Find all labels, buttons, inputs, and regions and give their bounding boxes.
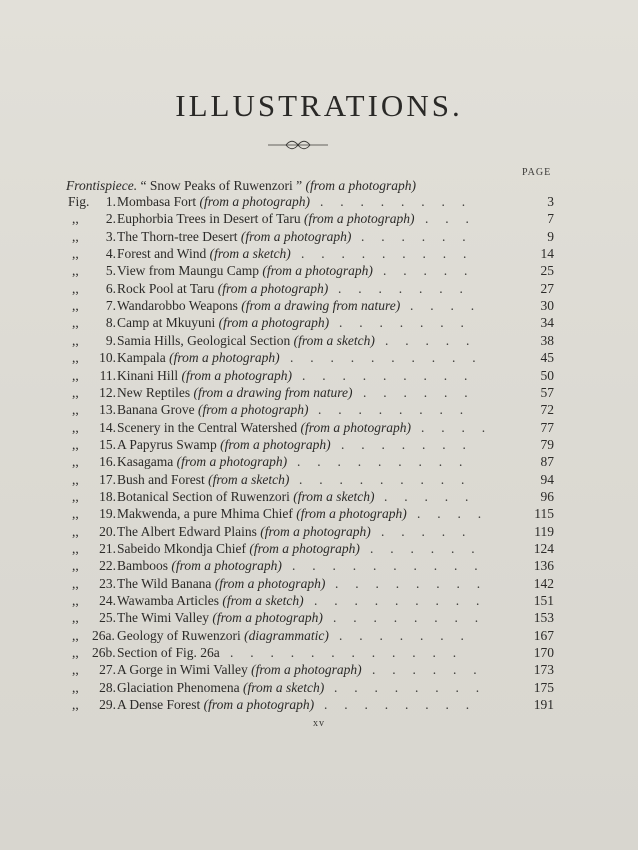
list-item: [0, 628, 638, 646]
frontispiece-label: Frontispiece.: [66, 178, 138, 193]
fig-number: 23.: [99, 575, 116, 591]
entry-page-number: 50: [540, 367, 554, 383]
fig-prefix: ,,: [72, 367, 79, 383]
entry-title: Mombasa Fort: [117, 194, 197, 209]
fig-number: 1.: [105, 194, 116, 209]
ornament-divider-icon: [268, 138, 328, 152]
fig-number: 6.: [105, 280, 116, 296]
fig-number: 19.: [99, 506, 116, 522]
fig-number: 2.: [105, 211, 116, 227]
leader-dots: . . . . . . . . .: [301, 246, 484, 262]
fig-number: 20.: [99, 523, 116, 539]
entry-page-number: 45: [540, 350, 554, 366]
fig-prefix: ,,: [72, 211, 79, 227]
page-title: ILLUSTRATIONS.: [175, 88, 463, 123]
entry-source: (from a photograph): [212, 610, 323, 626]
list-item: [0, 350, 638, 368]
entry-page-number: 142: [533, 575, 554, 591]
list-item: [0, 281, 638, 299]
entry-title: Bush and Forest: [117, 471, 205, 487]
page-number: xv: [313, 718, 325, 729]
fig-number: 26a.: [92, 627, 115, 643]
entry-page-number: 27: [540, 280, 554, 296]
entry-text: [117, 333, 375, 349]
fig-prefix: ,,: [72, 488, 79, 504]
fig-number: 16.: [99, 454, 116, 470]
entry-source: (from a sketch): [209, 246, 291, 262]
entry-page-number: 94: [540, 471, 554, 487]
entry-title: Kampala: [117, 350, 166, 366]
fig-prefix: ,,: [72, 332, 79, 348]
entry-source: (from a photograph): [251, 662, 362, 678]
entry-title: Samia Hills, Geological Section: [117, 332, 291, 348]
fig-prefix: ,,: [72, 419, 79, 435]
leader-dots: . . . . . . . .: [333, 610, 495, 626]
fig-prefix: ,,: [72, 228, 79, 244]
entry-title: Scenery in the Central Watershed: [117, 419, 298, 435]
entry-title: Wandarobbo Weapons: [117, 298, 238, 314]
entry-source: (from a photograph): [217, 280, 329, 296]
leader-dots: . . . . . . . .: [334, 679, 496, 695]
fig-number: 28.: [99, 679, 116, 695]
entry-text: [117, 558, 282, 574]
fig-number: 21.: [99, 541, 116, 556]
entry-text: [117, 576, 325, 592]
leader-dots: . . . . . . . . . .: [290, 350, 493, 366]
fig-prefix: ,,: [72, 263, 79, 279]
entry-source: (from a photograph): [260, 523, 371, 539]
entry-page-number: 173: [533, 662, 554, 678]
list-item: [0, 211, 638, 229]
entry-title: Geology of Ruwenzori: [117, 627, 241, 643]
list-item: [0, 402, 638, 420]
fig-number: 27.: [99, 662, 116, 678]
entry-text: [117, 402, 308, 418]
fig-prefix: ,,: [72, 436, 79, 452]
fig-number: 17.: [99, 471, 116, 487]
list-item: [0, 368, 638, 386]
entry-page-number: 175: [533, 679, 554, 695]
fig-prefix: ,,: [72, 593, 79, 609]
list-item: [0, 506, 638, 524]
fig-number: 18.: [99, 488, 116, 504]
list-item: [0, 524, 638, 542]
leader-dots: . . . . . .: [363, 384, 485, 400]
entry-source: (from a photograph): [296, 506, 407, 522]
entry-text: [117, 350, 280, 366]
leader-dots: . . . . . . . . .: [299, 471, 482, 487]
list-item: [0, 194, 638, 212]
list-item: [0, 576, 638, 594]
leader-dots: . . . . .: [384, 488, 486, 504]
entry-source: (from a photograph): [300, 419, 411, 435]
entry-page-number: 72: [540, 402, 554, 418]
entry-page-number: 151: [533, 593, 554, 609]
leader-dots: . . . . . .: [372, 662, 494, 678]
entry-page-number: 9: [547, 228, 554, 244]
leader-dots: . . . . . . .: [339, 627, 481, 643]
entry-text: [117, 368, 292, 384]
list-item: [0, 489, 638, 507]
entry-source: (diagrammatic): [244, 627, 329, 643]
entry-page-number: 136: [533, 558, 554, 574]
leader-dots: . . . . .: [383, 263, 485, 279]
entry-page-number: 79: [540, 436, 554, 452]
entry-title: A Dense Forest: [117, 697, 201, 713]
leader-dots: . . . .: [421, 419, 502, 435]
fig-prefix: ,,: [72, 471, 79, 487]
entry-text: [117, 524, 371, 540]
leader-dots: . . . . . . . . .: [302, 367, 485, 383]
entry-text: [117, 263, 373, 279]
fig-number: 15.: [99, 436, 116, 452]
entry-page-number: 38: [540, 332, 554, 348]
entry-source: (from a photograph): [176, 454, 288, 470]
entry-title: A Gorge in Wimi Valley: [117, 662, 248, 678]
fig-prefix: ,,: [72, 246, 79, 262]
fig-prefix: ,,: [72, 506, 79, 522]
fig-number: 3.: [105, 228, 116, 244]
fig-prefix: ,,: [72, 523, 79, 539]
entry-text: [117, 281, 328, 297]
list-item: [0, 246, 638, 264]
entry-source: (from a photograph): [203, 697, 315, 713]
entry-page-number: 30: [540, 298, 554, 314]
entry-title: Kinani Hill: [117, 367, 179, 383]
list-item: [0, 333, 638, 351]
entry-title: Rock Pool at Taru: [117, 280, 215, 296]
entry-source: (from a photograph): [249, 541, 360, 556]
leader-dots: . . . . . .: [370, 541, 492, 556]
entry-source: (from a sketch): [293, 332, 375, 348]
entry-title: Bamboos: [117, 558, 169, 574]
list-item: [0, 697, 638, 715]
list-item: [0, 420, 638, 438]
entry-text: [117, 628, 329, 644]
fig-prefix: ,,: [72, 541, 79, 556]
fig-prefix: ,,: [72, 697, 79, 713]
entry-page-number: 34: [540, 315, 554, 331]
fig-prefix: ,,: [72, 315, 79, 331]
leader-dots: . . . . . . .: [338, 280, 480, 296]
entry-text: [117, 298, 400, 314]
entry-text: [117, 506, 407, 522]
fig-prefix: ,,: [72, 662, 79, 678]
fig-prefix: ,,: [72, 280, 79, 296]
entry-text: [117, 454, 287, 470]
leader-dots: . . . . .: [381, 523, 483, 539]
entry-title: Wawamba Articles: [117, 593, 220, 609]
entry-text: [117, 229, 351, 245]
fig-prefix: ,,: [72, 575, 79, 591]
fig-prefix: Fig.: [68, 194, 90, 209]
entry-title: The Thorn-tree Desert: [117, 228, 238, 244]
list-item: [0, 558, 638, 576]
leader-dots: . . . . . . .: [339, 315, 481, 331]
entry-text: [117, 610, 323, 626]
frontispiece-title: “ Snow Peaks of Ruwenzori ”: [140, 178, 303, 193]
fig-prefix: ,,: [72, 454, 79, 470]
entry-text: [117, 489, 374, 505]
fig-prefix: ,,: [72, 679, 79, 695]
fig-number: 25.: [99, 610, 116, 626]
list-item: [0, 645, 638, 663]
list-item: [0, 472, 638, 490]
frontispiece-line: [66, 178, 566, 194]
entry-text: [117, 697, 314, 713]
fig-number: 4.: [105, 246, 116, 262]
entry-title: Forest and Wind: [117, 246, 207, 262]
fig-prefix: ,,: [72, 627, 79, 643]
leader-dots: . . . .: [417, 506, 498, 522]
leader-dots: . . . . . . . . .: [297, 454, 480, 470]
entry-page-number: 87: [540, 454, 554, 470]
entry-source: (from a drawing from nature): [241, 298, 401, 314]
entry-text: [117, 680, 324, 696]
fig-number: 9.: [105, 332, 116, 348]
leader-dots: . . . . . . . . .: [314, 593, 497, 609]
list-item: [0, 263, 638, 281]
list-item: [0, 437, 638, 455]
entry-page-number: 57: [540, 384, 554, 400]
entry-text: [117, 211, 415, 227]
list-item: [0, 454, 638, 472]
list-item: [0, 610, 638, 628]
entry-source: (from a photograph): [240, 228, 352, 244]
fig-number: 11.: [99, 367, 116, 383]
entry-title: The Wimi Valley: [117, 610, 209, 626]
entry-title: Section of Fig. 26a: [117, 645, 220, 661]
entry-page-number: 124: [533, 541, 554, 556]
entry-title: The Albert Edward Plains: [117, 523, 257, 539]
entry-title: A Papyrus Swamp: [117, 436, 217, 452]
entry-text: [117, 541, 360, 557]
fig-prefix: ,,: [72, 610, 79, 626]
entry-source: (from a sketch): [222, 593, 304, 609]
list-item: [0, 680, 638, 698]
entry-source: (from a photograph): [304, 211, 415, 227]
leader-dots: . . . . . . . .: [324, 697, 486, 713]
entry-title: Sabeido Mkondja Chief: [117, 541, 246, 556]
fig-number: 5.: [105, 263, 116, 279]
fig-number: 24.: [99, 593, 116, 609]
entry-title: Euphorbia Trees in Desert of Taru: [117, 211, 301, 227]
entry-source: (from a photograph): [262, 263, 373, 279]
list-item: [0, 541, 638, 559]
leader-dots: . . . . . . . .: [320, 194, 482, 209]
fig-prefix: ,,: [72, 298, 79, 314]
list-item: [0, 385, 638, 403]
entry-page-number: 191: [533, 697, 554, 713]
entry-text: [117, 246, 291, 262]
entry-source: (from a photograph): [199, 194, 310, 209]
entry-text: [117, 194, 310, 210]
entry-page-number: 115: [534, 506, 554, 522]
entry-text: [117, 385, 353, 401]
entry-page-number: 167: [533, 627, 554, 643]
entry-text: [117, 437, 331, 453]
entry-source: (from a sketch): [242, 679, 325, 695]
leader-dots: . . . . .: [385, 332, 487, 348]
entry-page-number: 14: [540, 246, 554, 262]
fig-prefix: ,,: [72, 384, 79, 400]
fig-number: 29.: [99, 697, 116, 713]
entry-title: View from Maungu Camp: [117, 263, 260, 279]
entry-source: (from a photograph): [214, 575, 326, 591]
entry-source: (from a photograph): [218, 315, 330, 331]
leader-dots: . . . . . . .: [341, 436, 483, 452]
entry-source: (from a drawing from nature): [193, 384, 353, 400]
entry-text: [117, 593, 304, 609]
entry-source: (from a photograph): [171, 558, 282, 574]
fig-number: 8.: [105, 315, 116, 331]
entry-title: Botanical Section of Ruwenzori: [117, 488, 290, 504]
entry-title: Glaciation Phenomena: [117, 679, 240, 695]
entry-title: Kasagama: [117, 454, 174, 470]
fig-number: 12.: [99, 384, 116, 400]
leader-dots: . . . . . . . . . .: [292, 558, 495, 574]
fig-number: 7.: [105, 298, 116, 314]
leader-dots: . . . . . . . .: [318, 402, 480, 418]
page-column-header: PAGE: [522, 167, 552, 178]
entry-page-number: 153: [533, 610, 554, 626]
leader-dots: . . . . . . . . . . . .: [230, 645, 473, 661]
fig-number: 22.: [99, 558, 116, 574]
entry-page-number: 119: [534, 523, 554, 539]
fig-prefix: ,,: [72, 350, 79, 366]
entry-source: (from a photograph): [197, 402, 309, 418]
entry-text: [117, 645, 220, 661]
leader-dots: . . .: [425, 211, 486, 227]
leader-dots: . . . . . .: [361, 228, 483, 244]
fig-number: 10.: [99, 350, 116, 366]
entry-page-number: 96: [540, 488, 554, 504]
entry-text: [117, 662, 362, 678]
list-item: [0, 593, 638, 611]
entry-text: [117, 420, 411, 436]
entry-page-number: 77: [540, 419, 554, 435]
list-item: [0, 298, 638, 316]
list-item: [0, 315, 638, 333]
entry-text: [117, 315, 329, 331]
entry-source: (from a photograph): [220, 436, 331, 452]
frontispiece-source: (from a photograph): [305, 178, 416, 193]
entry-source: (from a sketch): [208, 471, 290, 487]
fig-prefix: ,,: [72, 558, 79, 574]
list-item: [0, 229, 638, 247]
fig-prefix: ,,: [72, 645, 79, 661]
entry-page-number: 3: [547, 194, 554, 209]
entry-title: Camp at Mkuyuni: [117, 315, 216, 331]
entry-title: New Reptiles: [117, 384, 191, 400]
list-item: [0, 662, 638, 680]
entry-title: Makwenda, a pure Mhima Chief: [117, 506, 293, 522]
leader-dots: . . . .: [410, 298, 491, 314]
entry-page-number: 25: [540, 263, 554, 279]
entry-source: (from a sketch): [293, 488, 375, 504]
entry-source: (from a photograph): [181, 367, 292, 383]
entry-text: [117, 472, 289, 488]
fig-prefix: ,,: [72, 402, 79, 418]
fig-number: 26b.: [92, 645, 116, 661]
entry-page-number: 7: [547, 211, 554, 227]
entry-source: (from a photograph): [169, 350, 280, 366]
entry-page-number: 170: [533, 645, 554, 661]
entry-title: The Wild Banana: [117, 575, 212, 591]
fig-number: 14.: [99, 419, 116, 435]
leader-dots: . . . . . . . .: [335, 575, 497, 591]
entry-title: Banana Grove: [117, 402, 195, 418]
fig-number: 13.: [99, 402, 116, 418]
